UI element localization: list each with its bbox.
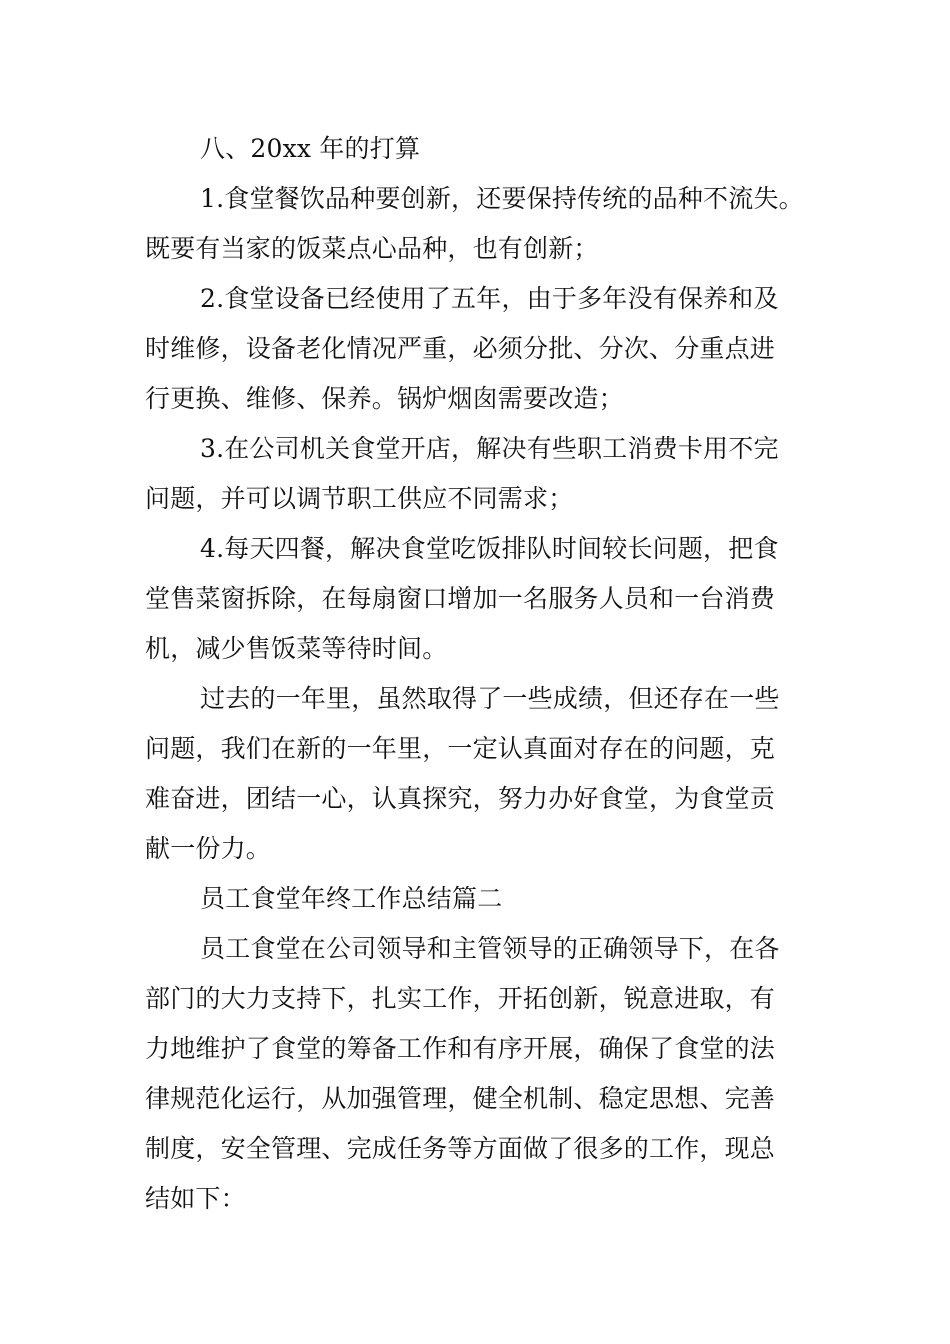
text-line: 2.食堂设备已经使用了五年，由于多年没有保养和及 — [200, 284, 779, 313]
paragraph-intro-part-two-cont — [145, 974, 810, 1224]
text-line: 制度，安全管理、完成任务等方面做了很多的工作，现总 — [145, 1134, 776, 1163]
text-line: 1.食堂餐饮品种要创新，还要保持传统的品种不流失。 — [200, 184, 804, 213]
text-line: 难奋进，团结一心，认真探究，努力办好食堂，为食堂贡 — [145, 784, 776, 813]
text-line: 行更换、维修、保养。锅炉烟囱需要改造； — [145, 384, 624, 413]
text-line: 过去的一年里，虽然取得了一些成绩，但还存在一些 — [200, 684, 780, 713]
paragraph-item-3-cont — [145, 474, 810, 524]
section-title-part-two — [145, 874, 810, 924]
section-heading-plan — [145, 124, 810, 174]
text-line: 员工食堂在公司领导和主管领导的正确领导下，在各 — [200, 934, 780, 963]
paragraph-item-1 — [145, 174, 810, 224]
text-line: 机，减少售饭菜等待时间。 — [145, 634, 448, 663]
paragraph-intro-part-two — [145, 924, 810, 974]
paragraph-item-2 — [145, 274, 810, 324]
paragraph-summary-cont — [145, 724, 810, 874]
paragraph-item-3 — [145, 424, 810, 474]
document-body — [145, 124, 810, 1224]
text-line: 献一份力。 — [145, 834, 272, 863]
text-line: 4.每天四餐，解决食堂吃饭排队时间较长问题，把食 — [200, 534, 779, 563]
text-line: 力地维护了食堂的筹备工作和有序开展，确保了食堂的法 — [145, 1034, 776, 1063]
text-line: 问题，我们在新的一年里，一定认真面对存在的问题，克 — [145, 734, 776, 763]
text-line: 堂售菜窗拆除，在每扇窗口增加一名服务人员和一台消费 — [145, 584, 776, 613]
text-line: 律规范化运行，从加强管理，健全机制、稳定思想、完善 — [145, 1084, 776, 1113]
text-line: 3.在公司机关食堂开店，解决有些职工消费卡用不完 — [200, 434, 779, 463]
paragraph-item-4-cont — [145, 574, 810, 674]
text-line: 结如下： — [145, 1184, 246, 1213]
paragraph-item-4 — [145, 524, 810, 574]
text-line: 部门的大力支持下，扎实工作，开拓创新，锐意进取，有 — [145, 984, 776, 1013]
paragraph-summary — [145, 674, 810, 724]
paragraph-item-2-cont — [145, 324, 810, 424]
text-line: 时维修，设备老化情况严重，必须分批、分次、分重点进 — [145, 334, 776, 363]
text-line: 既要有当家的饭菜点心品种，也有创新； — [145, 234, 599, 263]
text-line: 问题，并可以调节职工供应不同需求； — [145, 484, 574, 513]
text-line: 八、20xx 年的打算 — [200, 134, 421, 163]
text-line: 员工食堂年终工作总结篇二 — [200, 884, 503, 913]
paragraph-item-1-cont — [145, 224, 810, 274]
